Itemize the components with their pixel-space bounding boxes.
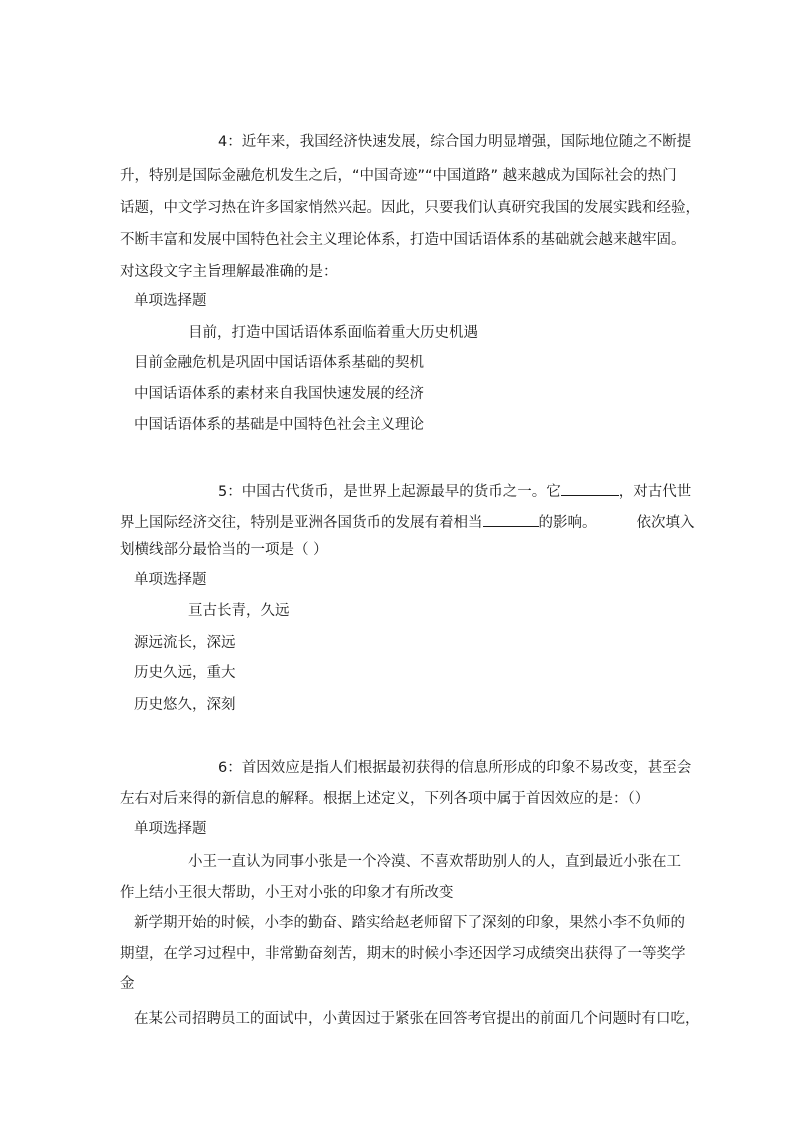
question-6-option-2-line-2[interactable]: 期望，在学习过程中，非常勤奋刻苦，期末的时候小李还因学习成绩突出获得了一等奖学 bbox=[120, 946, 686, 962]
question-6-line-2: 左右对后来得的新信息的解释。根据上述定义，下列各项中属于首因效应的是：（） bbox=[120, 791, 650, 807]
question-6-option-2-line-1[interactable]: 新学期开始的时候，小李的勤奋、踏实给赵老师留下了深刻的印象，果然小李不负师的 bbox=[134, 915, 685, 931]
question-5-option-3[interactable]: 历史久远，重大 bbox=[134, 665, 236, 681]
question-4-option-3[interactable]: 中国话语体系的素材来自我国快速发展的经济 bbox=[134, 386, 424, 402]
question-5-option-4[interactable]: 历史悠久，深刻 bbox=[134, 697, 236, 713]
question-6-option-1-line-1[interactable]: 小王一直认为同事小张是一个冷漠、不喜欢帮助别人的人，直到最近小张在工 bbox=[188, 854, 681, 870]
question-5-option-2[interactable]: 源远流长，深远 bbox=[134, 635, 236, 651]
question-4-option-2[interactable]: 目前金融危机是巩固中国话语体系基础的契机 bbox=[134, 355, 424, 371]
question-4-line-4: 不断丰富和发展中国特色社会主义理论体系，打造中国话语体系的基础就会越来越牢固。 bbox=[120, 232, 686, 248]
question-4-line-3: 话题，中文学习热在许多国家悄然兴起。因此，只要我们认真研究我国的发展实践和经验， bbox=[120, 200, 700, 216]
question-4-stem: ：近年来，我国经济快速发展，综合国力明显增强，国际地位随之不断提 bbox=[227, 134, 692, 150]
question-5-type-label: 单项选择题 bbox=[134, 572, 207, 588]
fill-blank-2 bbox=[483, 512, 539, 527]
question-6-line-1: 6：首因效应是指人们根据最初获得的信息所形成的印象不易改变，甚至会 bbox=[218, 760, 692, 776]
question-5-line-1: 5：中国古代货币，是世界上起源最早的货币之一。它 ，对古代世 bbox=[218, 481, 691, 500]
fill-blank-1 bbox=[561, 481, 619, 496]
question-4-number: 4 bbox=[218, 134, 228, 150]
question-6-type-label: 单项选择题 bbox=[134, 821, 207, 837]
question-6-number: 6 bbox=[218, 760, 228, 776]
question-5-line-3: 划横线部分最恰当的一项是（ ） bbox=[120, 542, 328, 558]
question-5-number: 5 bbox=[218, 484, 228, 500]
question-4-line-1 bbox=[218, 135, 691, 150]
question-6-option-2-line-3[interactable]: 金 bbox=[120, 976, 135, 992]
question-4-option-4[interactable]: 中国话语体系的基础是中国特色社会主义理论 bbox=[134, 417, 424, 433]
question-4-type-label: 单项选择题 bbox=[134, 293, 207, 309]
question-6-option-3-line-1[interactable]: 在某公司招聘员工的面试中，小黄因过于紧张在回答考官提出的前面几个问题时有口吃， bbox=[134, 1011, 700, 1027]
question-5-line-2: 界上国际经济交往，特别是亚洲各国货币的发展有着相当 的影响。 依次填入 bbox=[120, 512, 695, 531]
question-6-option-1-line-2[interactable]: 作上结小王很大帮助，小王对小张的印象才有所改变 bbox=[120, 885, 454, 901]
question-4-option-1[interactable]: 目前，打造中国话语体系面临着重大历史机遇 bbox=[188, 325, 478, 341]
question-4-line-5: 对这段文字主旨理解最准确的是： bbox=[120, 264, 338, 280]
question-5-option-1[interactable]: 亘古长青，久远 bbox=[188, 603, 290, 619]
question-4-line-2: 升，特别是国际金融危机发生之后，“中国奇迹”“中国道路” 越来越成为国际社会的热门 bbox=[120, 168, 677, 184]
